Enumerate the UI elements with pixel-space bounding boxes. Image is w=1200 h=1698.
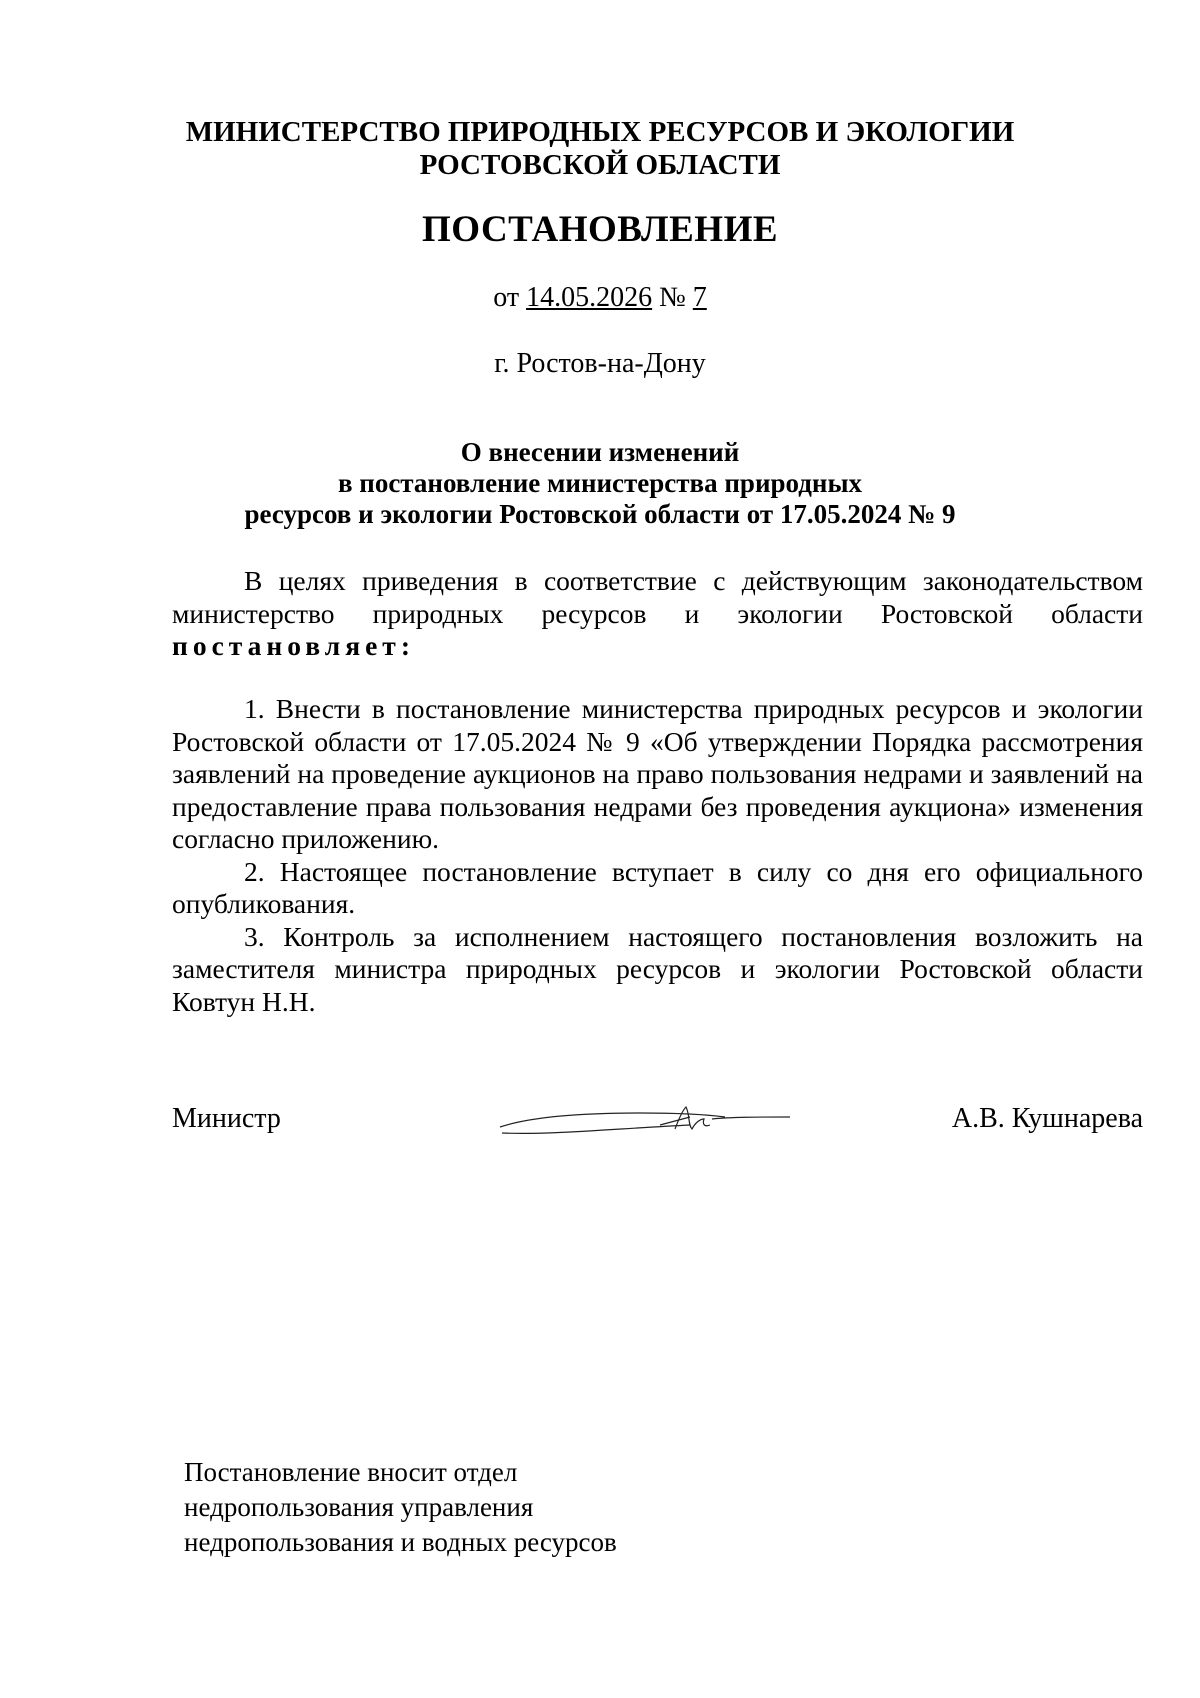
handwritten-signature	[490, 1095, 800, 1145]
preamble-text: В целях приведения в соответствие с действующим законодательством министерство природных ресурсов и экологии Ростовской области	[172, 565, 1143, 629]
preamble	[172, 565, 1143, 663]
decree-item-1: 1. Внести в постановление министерства природных ресурсов и экологии Ростовской области от 17.05.2024 № 9 «Об утверждении Порядка рассмотрения заявлений на проведение аукционов на право пользования недрами и заявлений на предоставление права пользования недрами без проведения аукциона» изменения согласно приложению.	[172, 693, 1143, 854]
date-number-line	[0, 282, 1200, 314]
date-prefix: от	[493, 282, 520, 313]
ministry-line-1: МИНИСТЕРСТВО ПРИРОДНЫХ РЕСУРСОВ И ЭКОЛОГИИ	[185, 116, 1015, 148]
submitting-department	[184, 1455, 617, 1560]
ministry-line-2: РОСТОВСКОЙ ОБЛАСТИ	[419, 149, 781, 181]
decree-items	[172, 693, 1143, 1018]
document-type: ПОСТАНОВЛЕНИЕ	[421, 209, 779, 250]
number-prefix: №	[659, 282, 686, 313]
decree-item-2: 2. Настоящее постановление вступает в силу со дня его официального опубликования.	[172, 855, 1143, 919]
decree-item-3: 3. Контроль за исполнением настоящего постановления возложить на заместителя министра природных ресурсов и экологии Ростовской области Ковтун Н.Н.	[172, 920, 1143, 1017]
document-date: 14.05.2026	[526, 282, 653, 313]
document-number: 7	[692, 282, 707, 313]
footer-line-1: Постановление вносит отдел	[184, 1457, 518, 1487]
subject-line-3: ресурсов и экологии Ростовской области от 17.05.2024 № 9	[244, 499, 956, 529]
subject-line-2: в постановление министерства природных	[337, 468, 863, 498]
footer-line-2: недропользования управления	[184, 1492, 534, 1522]
subject-line-1: О внесении изменений	[460, 437, 740, 467]
city: г. Ростов-на-Дону	[494, 348, 706, 379]
signer-name: А.В. Кушнарева	[951, 1103, 1143, 1134]
document-subject	[0, 437, 1200, 530]
decree-word: постановляет:	[172, 630, 415, 661]
footer-line-3: недропользования и водных ресурсов	[184, 1527, 617, 1557]
ministry-header	[0, 116, 1200, 182]
signer-title: Министр	[172, 1103, 281, 1134]
